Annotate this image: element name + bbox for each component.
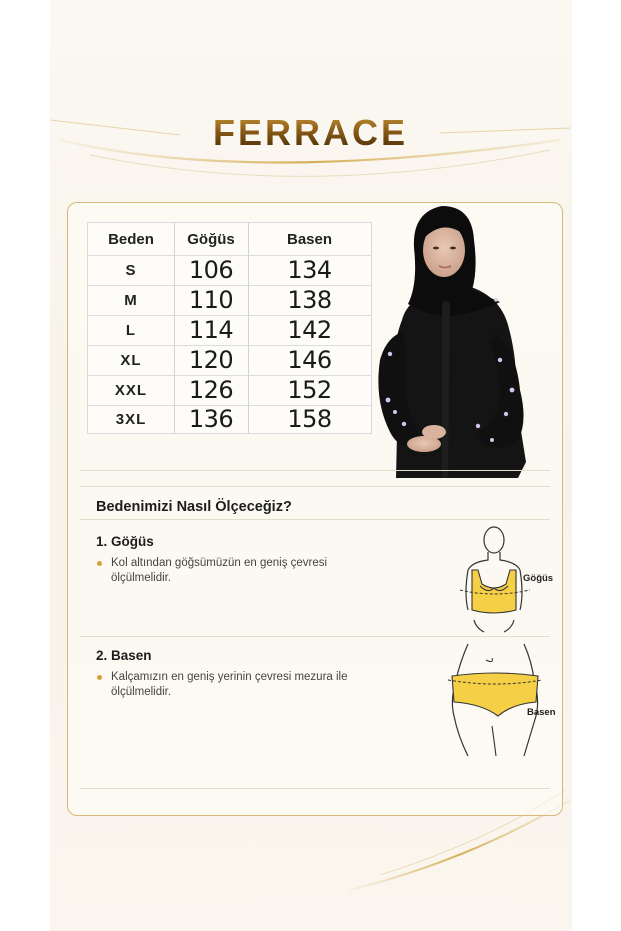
hip-instruction-text: Kalçamızın en geniş yerinin çevresi mezura ile ölçülmelidir.	[111, 671, 348, 698]
divider	[80, 788, 550, 789]
hip-figure-label: Basen	[527, 707, 556, 718]
hip-cell: 152	[287, 376, 332, 404]
hip-cell: 134	[287, 256, 332, 284]
size-cell: XXL	[114, 381, 148, 399]
chest-heading: 1. Göğüs	[96, 534, 154, 549]
measure-guide-title: Bedenimizi Nasıl Ölçeceğiz?	[96, 499, 292, 515]
table-row	[88, 315, 371, 346]
table-header-row	[88, 223, 371, 256]
header-hip: Basen	[286, 230, 333, 248]
size-cell: L	[125, 321, 137, 339]
chest-cell: 106	[188, 256, 234, 284]
chest-figure-label: Göğüs	[523, 573, 554, 584]
bullet-dot-icon	[97, 675, 102, 680]
chest-cell: 136	[188, 405, 234, 433]
table-row	[88, 285, 371, 316]
chest-cell: 120	[188, 346, 234, 374]
column-divider	[248, 223, 249, 433]
header-size: Beden	[108, 230, 154, 248]
chest-instruction-text: Kol altından göğsümüzün en geniş çevresi ölçülmelidir.	[111, 557, 328, 584]
hip-cell: 158	[287, 405, 332, 433]
hip-cell: 138	[287, 286, 332, 314]
chest-cell: 114	[188, 316, 234, 344]
hip-cell: 142	[287, 316, 332, 344]
chest-cell: 110	[188, 286, 234, 314]
divider	[80, 519, 550, 520]
brand-title: FERRACE	[0, 112, 621, 154]
divider	[80, 486, 550, 487]
size-cell: S	[125, 261, 137, 279]
column-divider	[174, 223, 175, 433]
table-row	[88, 345, 371, 376]
size-cell: 3XL	[115, 410, 147, 428]
divider	[80, 636, 550, 637]
bullet-dot-icon	[97, 561, 102, 566]
size-cell: M	[124, 291, 138, 309]
hip-figure	[446, 640, 546, 760]
table-row	[88, 255, 371, 286]
chest-instruction	[97, 556, 382, 586]
header-chest: Göğüs	[187, 230, 235, 248]
size-table	[87, 222, 372, 434]
chest-cell: 126	[188, 376, 234, 404]
size-cell: XL	[120, 351, 142, 369]
hip-heading: 2. Basen	[96, 648, 152, 663]
hip-instruction	[97, 670, 382, 700]
divider	[80, 470, 550, 471]
table-row	[88, 405, 371, 433]
table-row	[88, 375, 371, 406]
hip-cell: 146	[287, 346, 332, 374]
model-photo	[368, 200, 538, 482]
